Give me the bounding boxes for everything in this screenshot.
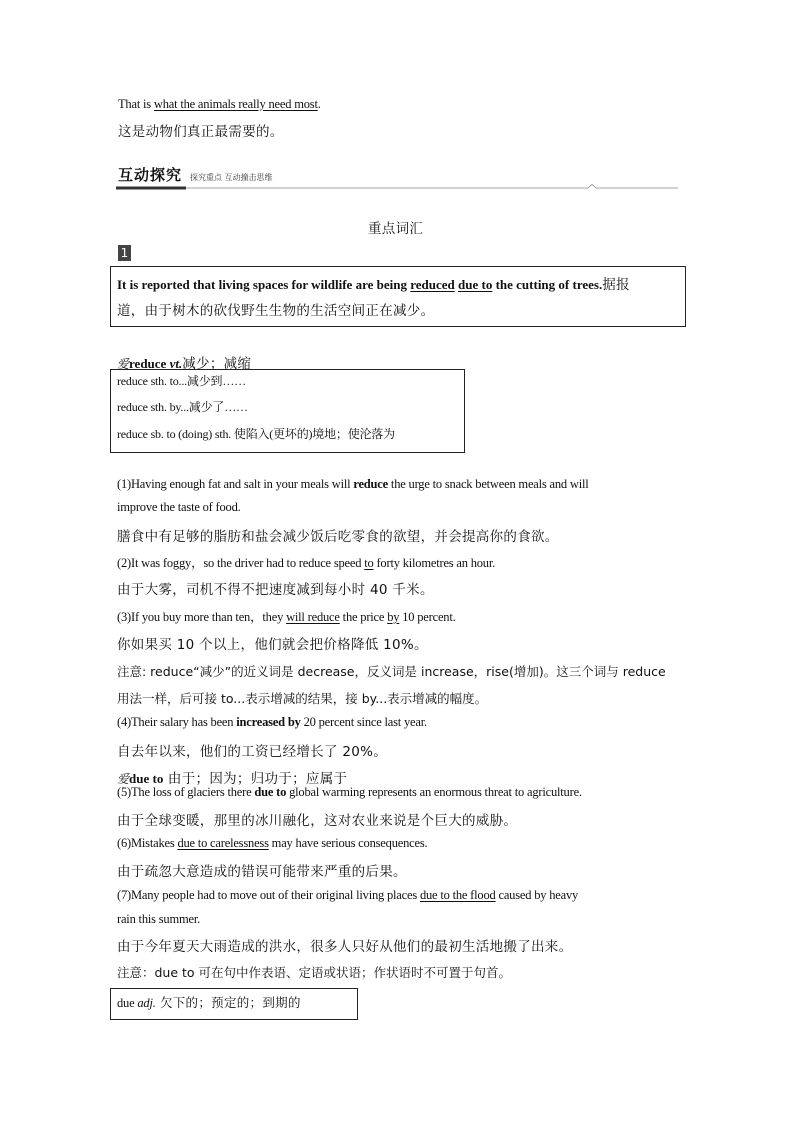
example-7-chinese: 由于今年夏天大雨造成的洪水，很多人只好从他们的最初生活地搬了出来。 [117, 939, 573, 955]
example-3-english: (3)If you buy more than ten，they will reduce the price by 10 percent. [117, 610, 456, 624]
section-title: 互动探究 [118, 166, 183, 184]
example-7-english: (7)Many people had to move out of their original living places due to the flood caused by heavy [117, 888, 579, 902]
reduce-usage-line-3: reduce sb. to (doing) sth. 使陷入(更坏的)境地；使沦落为 [117, 427, 395, 441]
example-1-chinese: 膳食中有足够的脂肪和盐会减少饭后吃零食的欲望，并会提高你的食欲。 [117, 529, 559, 545]
intro-english-sentence: That is what the animals really need most. [118, 97, 321, 111]
example-6-chinese: 由于疏忽大意造成的错误可能带来严重的后果。 [117, 864, 407, 880]
example-6-english: (6)Mistakes due to carelessness may have serious consequences. [117, 836, 428, 850]
section-header [118, 164, 273, 185]
item-number-badge: 1 [118, 245, 131, 261]
bullet-icon: 爱 [117, 772, 130, 786]
example-1-english-line-2: improve the taste of food. [117, 500, 241, 514]
note-1-line-1: 注意: reduce“减少”的近义词是 decrease，反义词是 increase，rise(增加)。这三个词与 reduce [117, 664, 666, 679]
reduce-usage-line-2: reduce sth. by...减少了…… [117, 400, 248, 414]
key-sentence-chinese: 道，由于树木的砍伐野生生物的生活空间正在减少。 [117, 303, 435, 319]
example-7-english-line-2: rain this summer. [117, 912, 201, 926]
example-5-english: (5)The loss of glaciers there due to global warming represents an enormous threat to agriculture. [117, 785, 582, 799]
note-1-line-2: 用法一样，后可接 to...表示增减的结果，接 by...表示增减的幅度。 [117, 691, 488, 706]
reduce-heading: 爱reduce vt.减少；减缩 [117, 356, 252, 372]
bullet-icon: 爱 [117, 357, 130, 371]
example-2-chinese: 由于大雾，司机不得不把速度减到每小时 40 千米。 [117, 582, 434, 598]
key-sentence-english: It is reported that living spaces for wildlife are being reduced due to the cutting of trees.据报 [117, 277, 630, 293]
key-word-due-to: due to [458, 277, 493, 292]
example-2-english: (2)It was foggy，so the driver had to reduce speed to forty kilometres an hour. [117, 556, 496, 570]
due-adjective-text: due adj. 欠下的；预定的；到期的 [117, 995, 301, 1010]
example-1-english: (1)Having enough fat and salt in your meals will reduce the urge to snack between meals and will [117, 477, 589, 491]
intro-chinese-translation: 这是动物们真正最需要的。 [118, 124, 284, 140]
key-word-reduced: reduced [410, 277, 455, 292]
vocab-section-title: 重点词汇 [368, 221, 424, 237]
section-subtitle: 探究重点 互动撞击思维 [190, 173, 273, 182]
example-4-chinese: 自去年以来，他们的工资已经增长了 20%。 [117, 744, 388, 760]
section-header-rule [116, 183, 680, 193]
due-to-heading: 爱due to 由于；因为；归功于；应属于 [117, 771, 348, 787]
example-4-english: (4)Their salary has been increased by 20 percent since last year. [117, 715, 427, 729]
reduce-usage-line-1: reduce sth. to...减少到…… [117, 374, 246, 388]
note-2: 注意：due to 可在句中作表语、定语或状语；作状语时不可置于句首。 [117, 965, 512, 980]
intro-underlined-phrase: what the animals really need most [153, 97, 318, 111]
example-5-chinese: 由于全球变暖，那里的冰川融化，这对农业来说是个巨大的威胁。 [117, 813, 518, 829]
example-3-chinese: 你如果买 10 个以上，他们就会把价格降低 10%。 [117, 637, 428, 653]
